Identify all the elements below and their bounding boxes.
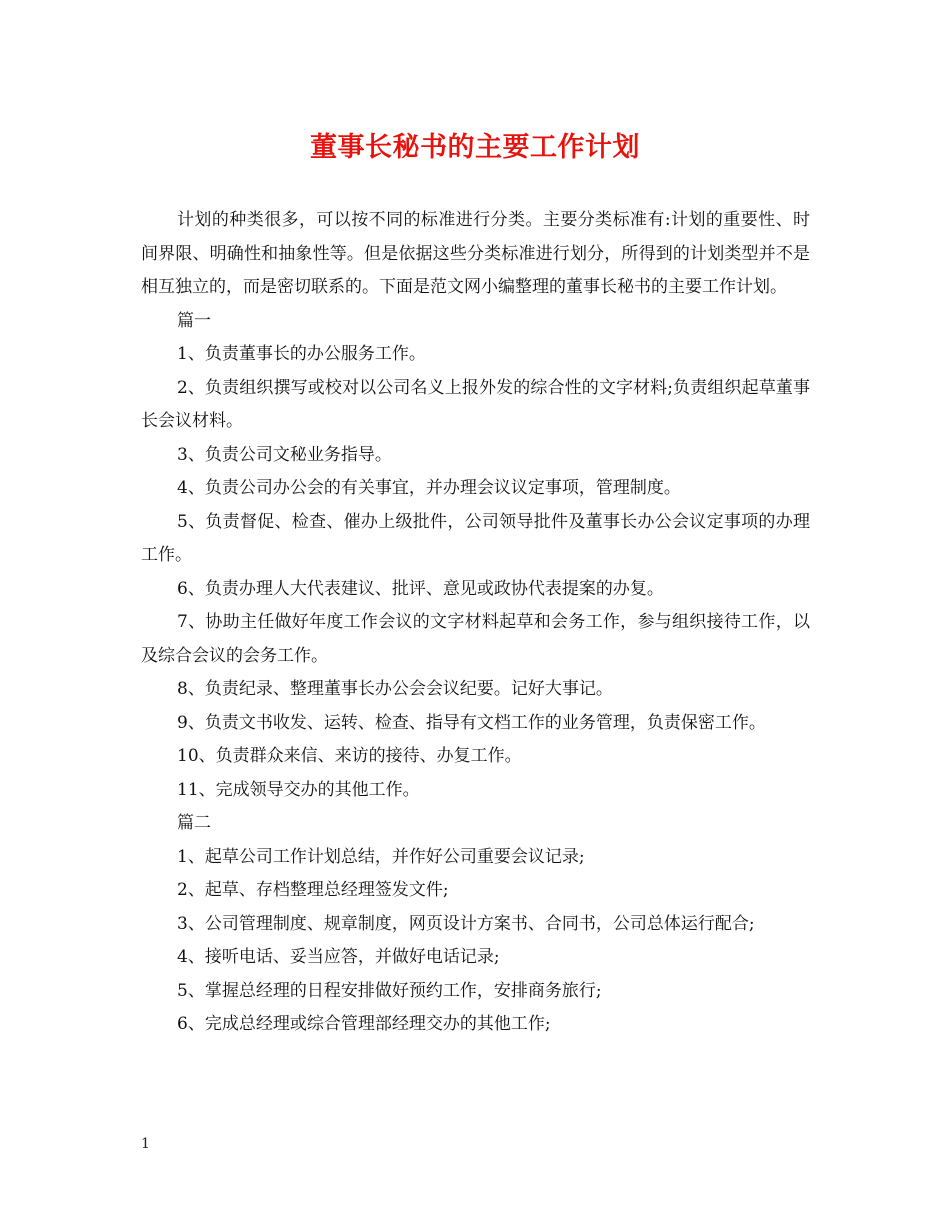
list-item: 6、负责办理人大代表建议、批评、意见或政协代表提案的办复。 bbox=[177, 578, 664, 599]
list-item: 5、掌握总经理的日程安排做好预约工作，安排商务旅行; bbox=[177, 980, 602, 1001]
list-item: 4、接听电话、妥当应答，并做好电话记录; bbox=[177, 947, 500, 967]
document-body bbox=[141, 204, 810, 1042]
list-item: 5、负责督促、检查、催办上级批件，公司领导批件及董事长办公会议定事项的办理工作。 bbox=[141, 511, 810, 565]
intro-paragraph: 计划的种类很多，可以按不同的标准进行分类。主要分类标准有:计划的重要性、时间界限、明确性和抽象性等。但是依据这些分类标准进行划分，所得到的计划类型并不是相互独立的，而是密切联系的。下面是范文网小编整理的董事长秘书的主要工作计划。 bbox=[141, 210, 810, 297]
document-title: 董事长秘书的主要工作计划 bbox=[310, 132, 640, 163]
list-item: 3、公司管理制度、规章制度，网页设计方案书、合同书，公司总体运行配合; bbox=[177, 913, 755, 934]
list-item: 3、负责公司文秘业务指导。 bbox=[177, 444, 392, 465]
list-item: 4、负责公司办公会的有关事宜，并办理会议议定事项，管理制度。 bbox=[177, 478, 681, 498]
list-item: 2、负责组织撰写或校对以公司名义上报外发的综合性的文字材料;负责组织起草董事长会议材料。 bbox=[141, 377, 810, 431]
list-item: 1、负责董事长的办公服务工作。 bbox=[177, 344, 426, 364]
list-item: 11、完成领导交办的其他工作。 bbox=[177, 779, 420, 800]
page-number: 1 bbox=[141, 1136, 150, 1152]
list-item: 6、完成总经理或综合管理部经理交办的其他工作; bbox=[177, 1014, 551, 1034]
list-item: 10、负责群众来信、来访的接待、办复工作。 bbox=[177, 746, 522, 766]
list-item: 8、负责纪录、整理董事长办公会会议纪要。记好大事记。 bbox=[177, 679, 613, 699]
section-label-2: 篇二 bbox=[177, 813, 211, 833]
list-item: 7、协助主任做好年度工作会议的文字材料起草和会务工作，参与组织接待工作，以及综合会议的会务工作。 bbox=[141, 612, 810, 666]
list-item: 2、起草、存档整理总经理签发文件; bbox=[177, 880, 449, 900]
section-label-1: 篇一 bbox=[177, 310, 211, 331]
list-item: 1、起草公司工作计划总结，并作好公司重要会议记录; bbox=[177, 846, 585, 867]
list-item: 9、负责文书收发、运转、检查、指导有文档工作的业务管理，负责保密工作。 bbox=[177, 712, 766, 733]
